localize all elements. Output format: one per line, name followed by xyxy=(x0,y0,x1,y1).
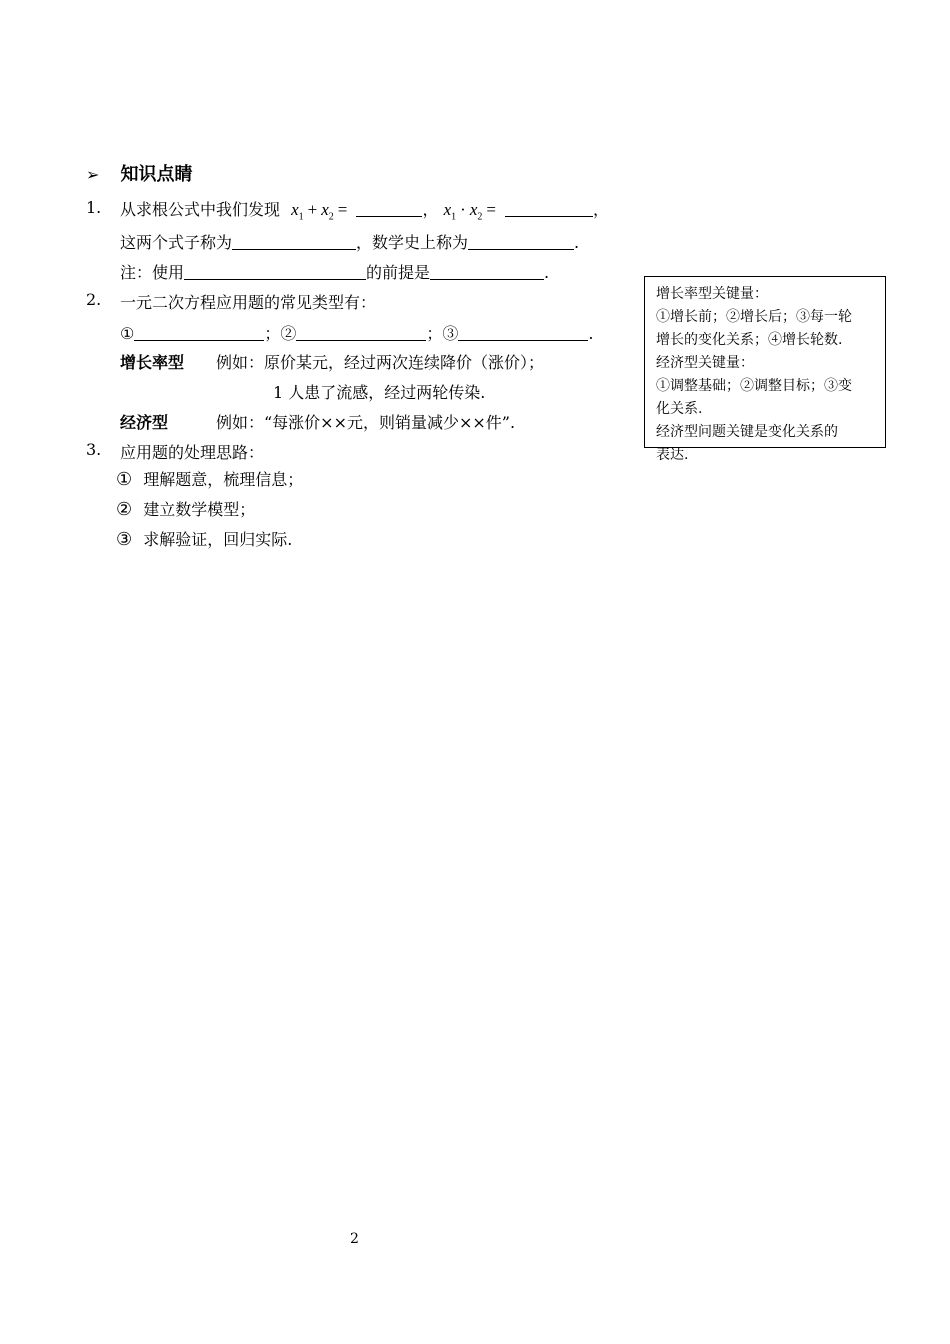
step-item: ② 建立数学模型； xyxy=(116,499,256,520)
growth-example-2: 1 人患了流感，经过两轮传染. xyxy=(273,383,486,402)
step-item: ① 理解题意，梳理信息； xyxy=(116,469,304,490)
product-blank[interactable] xyxy=(505,201,593,217)
circled-three-icon: ③ xyxy=(116,529,133,550)
box-line: 增长的变化关系；④增长轮数. xyxy=(656,332,843,348)
product-formula: $x_1 \cdot x_2$ = xyxy=(443,200,496,223)
growth-example-1: 例如：原价某元，经过两次连续降价（涨价）； xyxy=(216,353,545,372)
item1-line1-text: 从求根公式中我们发现 xyxy=(120,200,281,219)
type1-blank[interactable] xyxy=(134,325,264,341)
economy-example: 例如：“每涨价××元，则销量减少××件”. xyxy=(216,413,516,432)
item2-number: 2. xyxy=(86,290,102,309)
item2-line1: 一元二次方程应用题的常见类型有： xyxy=(120,293,377,312)
page-number: 2 xyxy=(350,1231,359,1247)
box-line: ①调整基础；②调整目标；③变 xyxy=(656,378,852,394)
history-name-blank[interactable] xyxy=(468,234,574,250)
item3-line1: 应用题的处理思路： xyxy=(120,443,265,462)
economy-type-label: 经济型 xyxy=(120,413,169,432)
box-line: 化关系. xyxy=(656,401,703,417)
sum-blank[interactable] xyxy=(356,201,422,217)
item1-line1: 从求根公式中我们发现 $x_1 + x_2$ = ， $x_1 \cdot x_2$ = ， xyxy=(120,200,610,223)
type2-blank[interactable] xyxy=(296,325,426,341)
box-line: 经济型问题关键是变化关系的 xyxy=(656,424,838,440)
section-heading xyxy=(86,160,193,186)
box-line: 增长率型关键量： xyxy=(656,286,768,302)
growth-type-label: 增长率型 xyxy=(120,353,185,372)
box-line: 表达. xyxy=(656,447,689,463)
type3-blank[interactable] xyxy=(458,325,588,341)
premise-blank[interactable] xyxy=(430,264,544,280)
item2-types-line: ① ；② ；③ . xyxy=(120,324,594,343)
box-line: ①增长前；②增长后；③每一轮 xyxy=(656,309,852,325)
usage-blank[interactable] xyxy=(184,264,366,280)
item3-number: 3. xyxy=(86,440,102,459)
section-title: 知识点睛 xyxy=(120,164,193,185)
circled-one-icon: ① xyxy=(116,469,133,490)
step-item: ③ 求解验证，回归实际. xyxy=(116,529,293,550)
circled-two-icon: ② xyxy=(116,499,133,520)
item1-line3: 注：使用 的前提是 . xyxy=(120,263,550,282)
item1-line2: 这两个式子称为 ，数学史上称为 . xyxy=(120,233,580,252)
arrow-bullet-icon: ➢ xyxy=(86,165,100,184)
key-quantities-box xyxy=(644,276,886,463)
sum-formula: $x_1 + x_2$ = xyxy=(291,200,348,223)
name-blank[interactable] xyxy=(232,234,356,250)
box-line: 经济型关键量： xyxy=(656,355,754,371)
item1-number: 1. xyxy=(86,198,102,217)
